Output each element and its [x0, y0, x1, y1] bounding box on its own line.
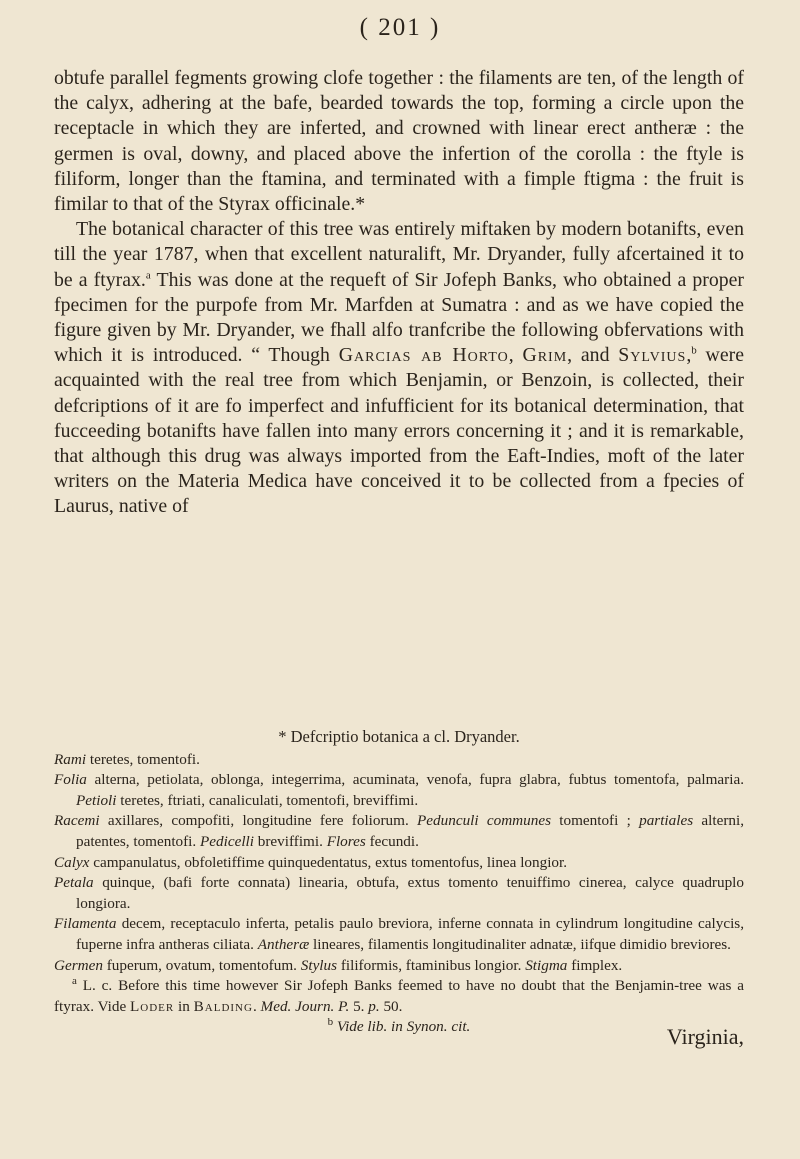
- paragraph-1: obtufe parallel fegments growing clofe together : the filaments are ten, of the length of the calyx, adhering at the bafe, bearded towards the top, forming a circle upon the receptacle in which they are inferted, and crowned with linear erect antheræ : the germen is oval, downy, and placed above the infertion of the corolla : the ftyle is filiform, longer than the ftamina, and terminated with a fimple ftigma : the fruit is fimilar to that of the Styrax officinale.*: [54, 67, 744, 216]
- footnote-ref-a: a: [145, 269, 151, 282]
- page-number: ( 201 ): [359, 14, 441, 41]
- footnote-ref-b: b: [691, 344, 697, 357]
- note-germen: Germen fuperum, ovatum, tomentofum. Stylus filiformis, ftaminibus longior. Stigma fimplex.: [54, 956, 623, 974]
- note-folia: Folia alterna, petiolata, oblonga, integerrima, acuminata, venofa, fupra glabra, fubtus tomentofa, palmaria. Petioli teretes, ftriati, canaliculati, tomentofi, breviffimi.: [54, 771, 744, 809]
- note-calyx: Calyx campanulatus, obfoletiffime quinquedentatus, extus tomentofus, linea longior.: [54, 853, 568, 871]
- paragraph-2: The botanical character of this tree was entirely miftaken by modern botanifts, even till the year 1787, when that excellent naturalift, Mr. Dryander, fully afcertained it to be a ftyrax.$^a$ This was done at the requeft of Sir Jofeph Banks, who obtained a proper fpecimen for the purpofe from Mr. Marfden at Sumatra : and as we have copied the figure given by Mr. Dryander, we fhall alfo tranfcribe the following obfervations with which it is introduced. “ Though Garcias ab Horto, Grim, and Sylvius,$^b$ were acquainted with the real tree from which Benjamin, or Benzoin, is collected, their defcriptions of it are fo imperfect and infufficient for its botanical determination, that fucceeding botanifts have fallen into many errors concerning it ; and it is remarkable, that although this drug was always imported from the Eaft-Indies, moft of the later writers on the Materia Medica have conceived it to be collected from a fpecies of Laurus, native of: [54, 218, 744, 518]
- note-rami: Rami teretes, tomentofi.: [54, 750, 200, 768]
- note-racemi: Racemi axillares, compofiti, longitudine fere foliorum. Pedunculi communes tomentofi ; partiales alterni, patentes, tomentofi. Pedicelli breviffimi. Flores fecundi.: [54, 812, 744, 850]
- note-petala: Petala quinque, (bafi forte connata) linearia, obtufa, extus tomento tenuiffimo cinerea, calyce quadruplo longiora.: [54, 874, 744, 912]
- main-text: [54, 66, 744, 520]
- description-title: * Defcriptio botanica a cl. Dryander.: [278, 727, 520, 746]
- note-filamenta: Filamenta decem, receptaculo inferta, petalis paulo breviora, inferne connata in cylindrum longitudine calycis, fuperne infra antheras ciliata. Antheræ lineares, filamentis longitudinaliter adnatæ, iifque dimidio breviores.: [54, 915, 744, 953]
- catchword: Virginia,: [666, 1024, 744, 1049]
- footnotes: [54, 727, 744, 1038]
- footnote-b: $^b$ Vide lib. in Synon. cit.: [327, 1016, 471, 1036]
- footnote-a: $^a$ L. c. Before this time however Sir Jofeph Banks feemed to have no doubt that the Benjamin-tree was a ftyrax. Vide Loder in Balding. Med. Journ. P. 5. p. 50.: [54, 975, 744, 1015]
